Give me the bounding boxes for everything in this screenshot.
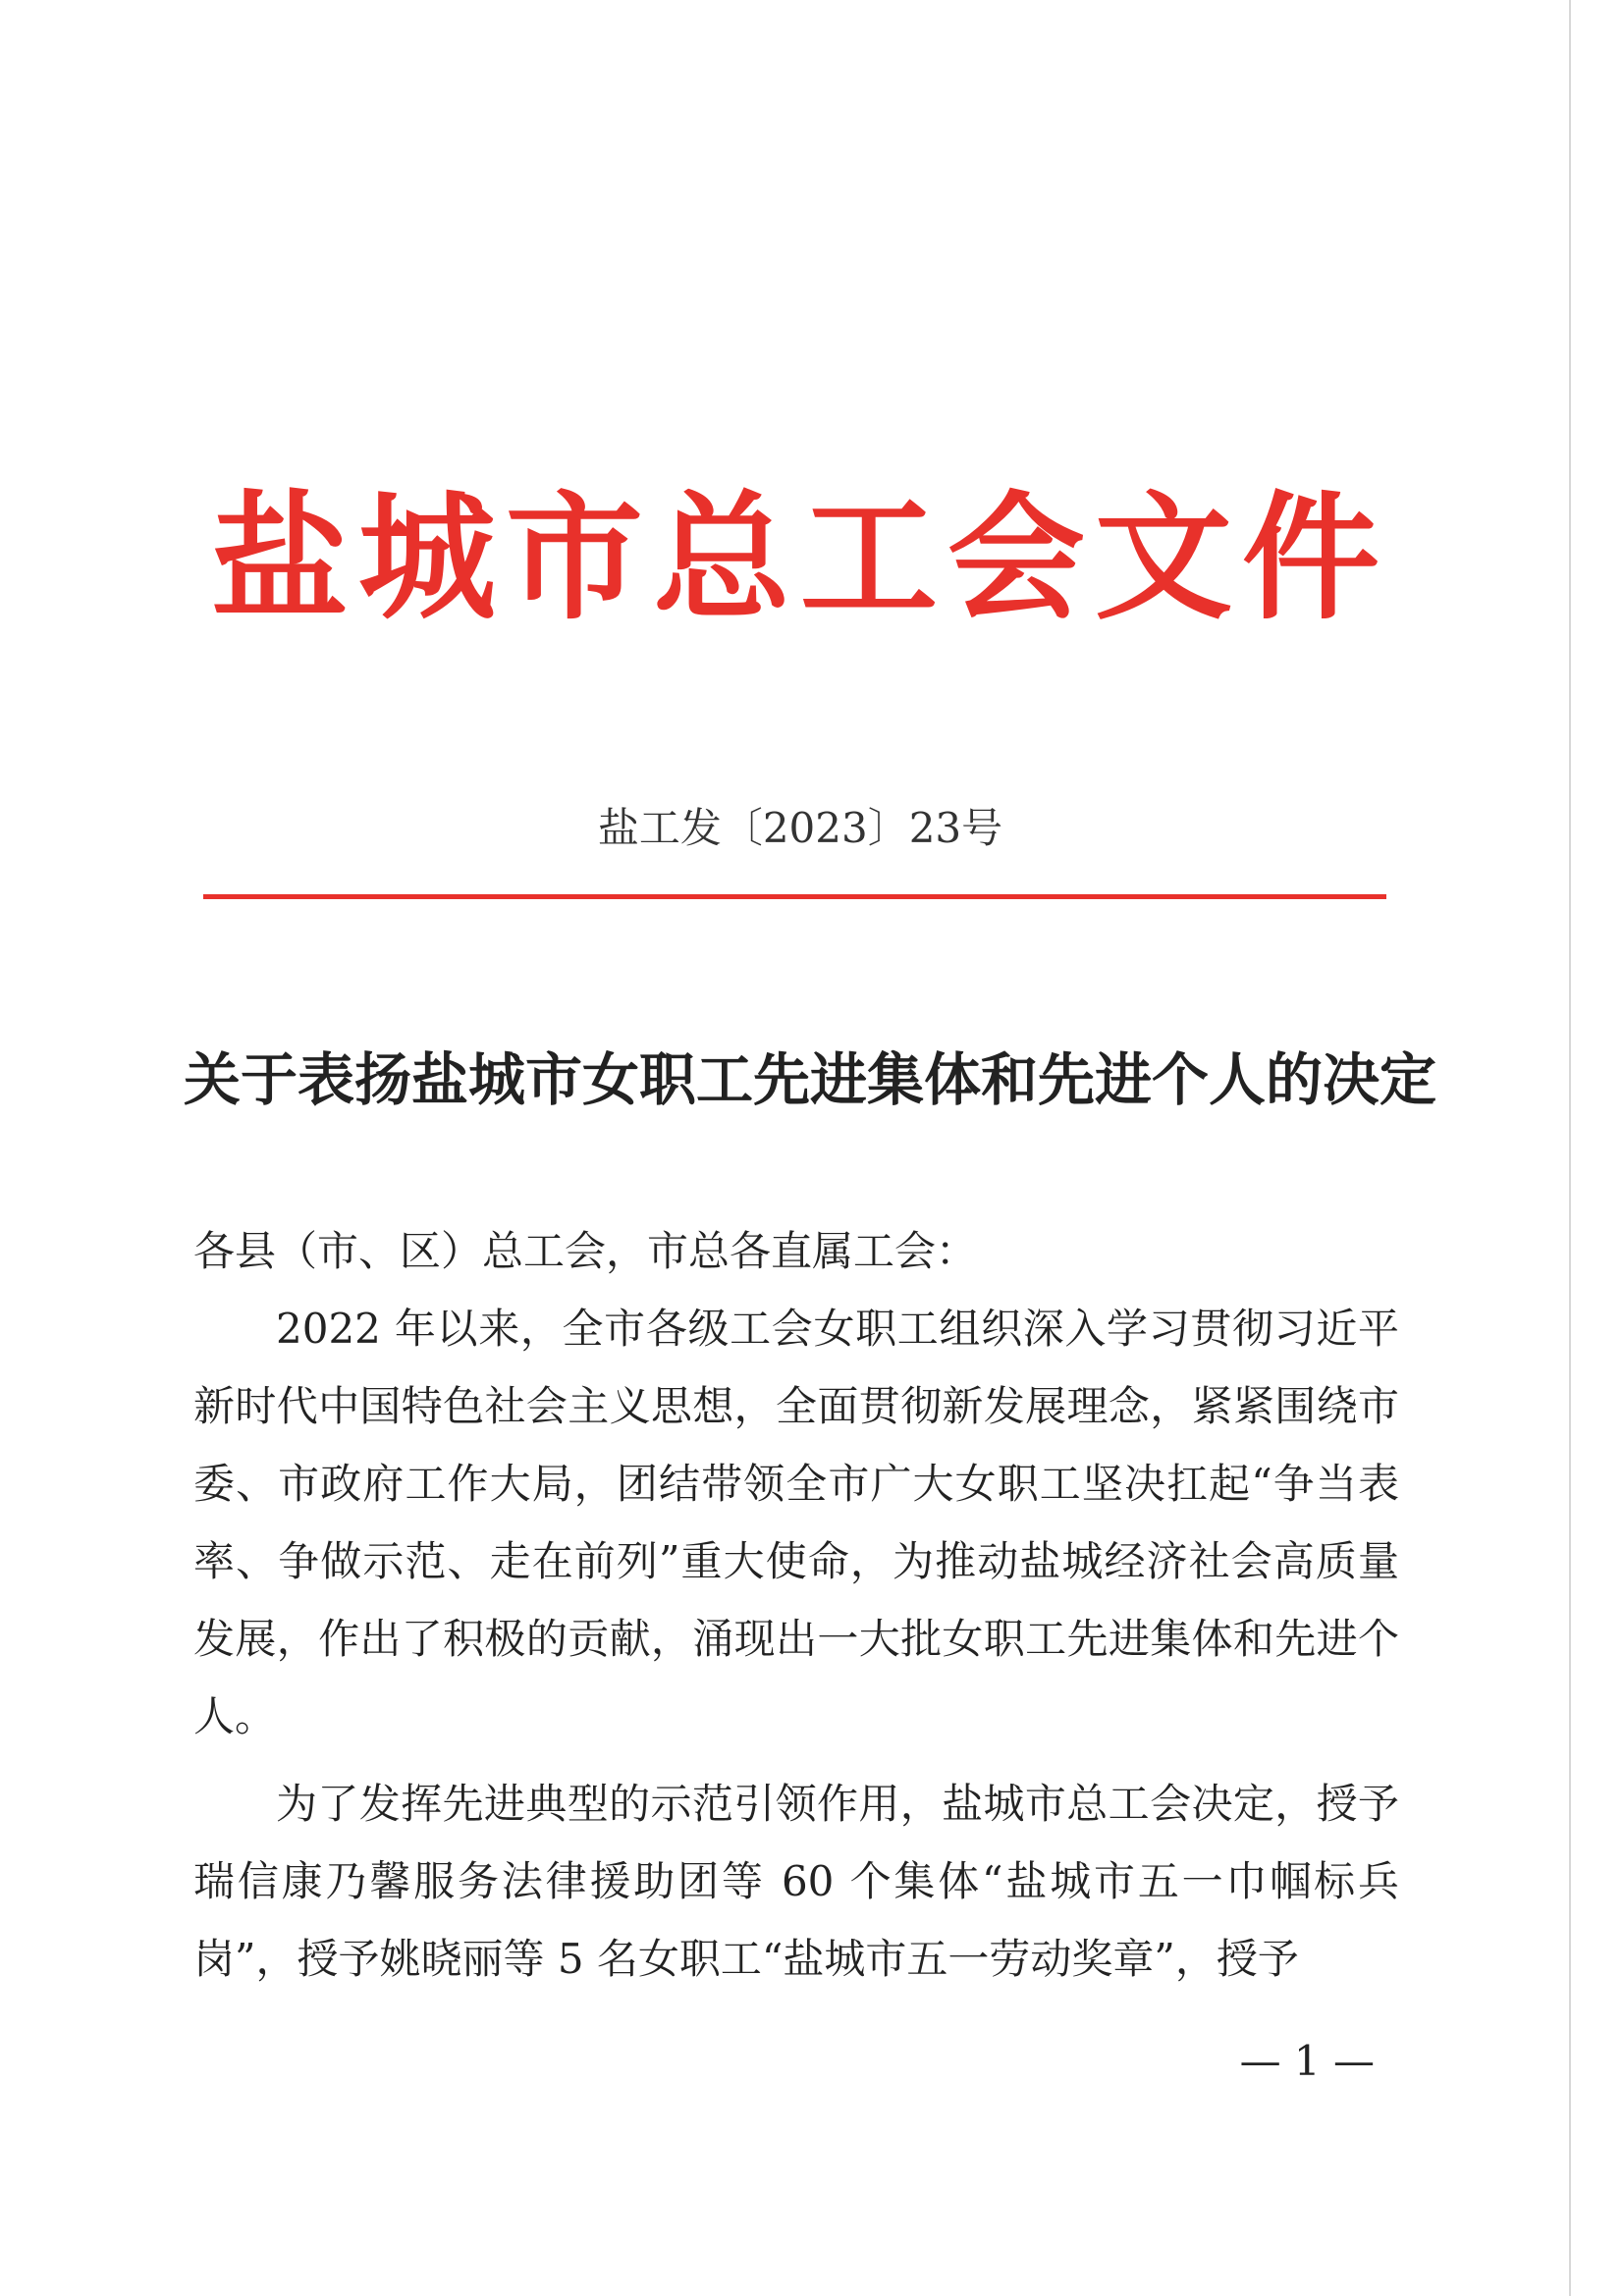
salutation: 各县（市、区）总工会，市总各直属工会：: [193, 1227, 978, 1275]
paragraph-2: 为了发挥先进典型的示范引领作用，盐城市总工会决定，授予瑞信康乃馨服务法律援助团等 60 个集体“盐城市五一巾帼标兵岗”，授予姚晓丽等 5 名女职工“盐城市五一劳动奖章”，授予: [193, 1780, 1399, 1983]
decision-title: 关于表扬盐城市女职工先进集体和先进个人的决定: [183, 1046, 1436, 1113]
document-body: [193, 1212, 1399, 1998]
red-separator-line: [203, 894, 1386, 899]
page-number: — 1 —: [1239, 2037, 1375, 2085]
page-edge-divider: [1569, 0, 1571, 2296]
red-header-title: 盐城市总工会文件: [210, 479, 1389, 639]
document-number: 盐工发〔2023〕23号: [597, 804, 1003, 852]
paragraph-1: 2022 年以来，全市各级工会女职工组织深入学习贯彻习近平新时代中国特色社会主义思想，全面贯彻新发展理念，紧紧围绕市委、市政府工作大局，团结带领全市广大女职工坚决扛起“争当表率、争做示范、走在前列”重大使命，为推动盐城经济社会高质量发展，作出了积极的贡献，涌现出一大批女职工先进集体和先进个人。: [193, 1305, 1399, 1740]
